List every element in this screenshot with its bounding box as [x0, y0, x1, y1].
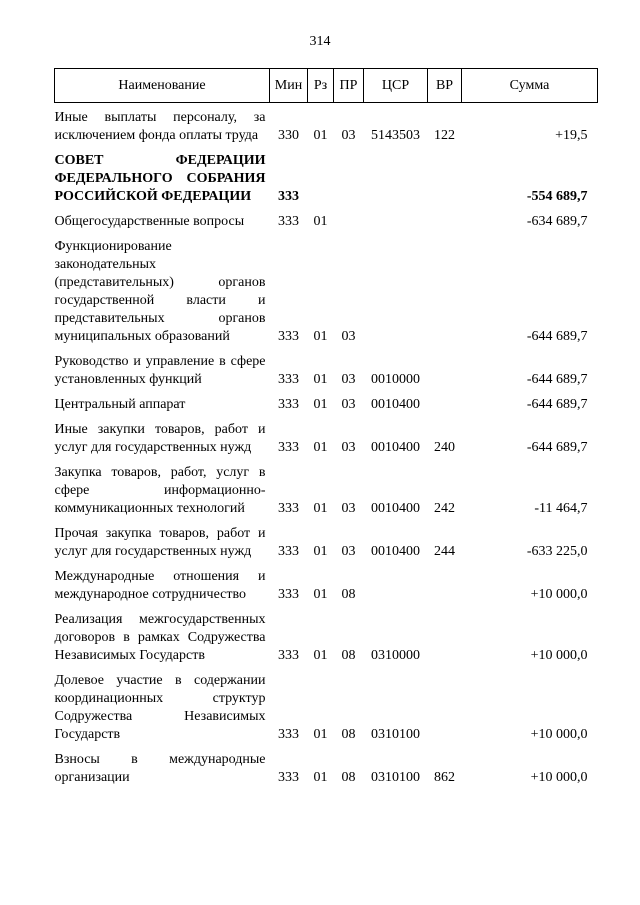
- cell-name: Функционирование законодательных (представительных) органов государственной власти и представительных органов муниципальных образований: [54, 239, 266, 344]
- cell-min: 333: [278, 440, 299, 455]
- cell-rz: 01: [313, 397, 328, 412]
- cell-sum: +10 000,0: [530, 770, 588, 785]
- cell-pr: [334, 145, 364, 206]
- page-number: 314: [309, 34, 331, 49]
- header-csr: ЦСР: [364, 69, 428, 103]
- cell-csr: [364, 145, 428, 206]
- cell-pr: 03: [341, 440, 356, 455]
- cell-name: Долевое участие в содержании координационных структур Содружества Независимых Государств: [54, 673, 266, 742]
- cell-pr: 03: [341, 372, 356, 387]
- cell-name: Реализация межгосударственных договоров в рамках Содружества Независимых Государств: [54, 612, 266, 663]
- cell-sum: -634 689,7: [526, 214, 588, 229]
- cell-vr: [428, 145, 462, 206]
- cell-rz: 01: [313, 770, 328, 785]
- cell-pr: 08: [341, 727, 356, 742]
- cell-rz: 01: [313, 440, 328, 455]
- cell-sum: -554 689,7: [526, 189, 588, 204]
- cell-vr: [428, 389, 462, 414]
- cell-pr: 08: [341, 587, 356, 602]
- cell-name: Общегосударственные вопросы: [54, 214, 245, 229]
- table-row: [55, 744, 598, 787]
- cell-rz: 01: [313, 372, 328, 387]
- cell-csr: 5143503: [371, 128, 420, 143]
- cell-sum: +10 000,0: [530, 587, 588, 602]
- cell-sum: -644 689,7: [526, 397, 588, 412]
- table-row: [55, 414, 598, 457]
- header-pr: ПР: [334, 69, 364, 103]
- cell-min: 333: [278, 648, 299, 663]
- cell-pr: 08: [341, 770, 356, 785]
- cell-pr: 03: [341, 128, 356, 143]
- cell-rz: 01: [313, 727, 328, 742]
- cell-name: Международные отношения и международное сотрудничество: [54, 569, 266, 602]
- cell-name: Закупка товаров, работ, услуг в сфере информационно-коммуникационных технологий: [54, 465, 266, 516]
- cell-pr: 03: [341, 501, 356, 516]
- cell-rz: 01: [313, 501, 328, 516]
- cell-min: 333: [278, 397, 299, 412]
- cell-csr: [364, 561, 428, 604]
- cell-rz: 01: [313, 214, 328, 229]
- cell-name: Центральный аппарат: [54, 397, 186, 412]
- table-row: [55, 604, 598, 665]
- cell-csr: 0310100: [371, 770, 420, 785]
- cell-min: 333: [278, 587, 299, 602]
- cell-vr: [428, 231, 462, 346]
- cell-name: СОВЕТ ФЕДЕРАЦИИ ФЕДЕРАЛЬНОГО СОБРАНИЯ РОССИЙСКОЙ ФЕДЕРАЦИИ: [54, 153, 266, 204]
- cell-csr: 0010400: [371, 397, 420, 412]
- budget-table: [54, 68, 598, 787]
- cell-rz: 01: [313, 329, 328, 344]
- cell-min: 333: [278, 214, 299, 229]
- cell-min: 333: [278, 727, 299, 742]
- cell-sum: -644 689,7: [526, 329, 588, 344]
- cell-min: 333: [278, 770, 299, 785]
- table-row: [55, 457, 598, 518]
- cell-rz: 01: [313, 648, 328, 663]
- header-name: Наименование: [55, 69, 270, 103]
- cell-vr: [428, 604, 462, 665]
- cell-name: Руководство и управление в сфере установленных функций: [54, 354, 266, 387]
- table-row: [55, 389, 598, 414]
- table-body: [55, 103, 598, 788]
- cell-vr: [428, 346, 462, 389]
- table-row: [55, 665, 598, 744]
- cell-csr: 0010400: [371, 440, 420, 455]
- cell-vr: [428, 206, 462, 231]
- cell-rz: 01: [313, 544, 328, 559]
- cell-csr: 0310000: [371, 648, 420, 663]
- cell-name: Прочая закупка товаров, работ и услуг для государственных нужд: [54, 526, 266, 559]
- cell-name: Иные закупки товаров, работ и услуг для государственных нужд: [54, 422, 266, 455]
- cell-sum: +10 000,0: [530, 648, 588, 663]
- cell-sum: +19,5: [555, 128, 588, 143]
- cell-pr: 03: [341, 329, 356, 344]
- cell-vr: 242: [434, 501, 455, 516]
- cell-sum: -633 225,0: [526, 544, 588, 559]
- cell-min: 333: [278, 544, 299, 559]
- cell-vr: [428, 561, 462, 604]
- cell-pr: 03: [341, 544, 356, 559]
- table-row: [55, 103, 598, 146]
- cell-min: 333: [278, 501, 299, 516]
- cell-rz: 01: [313, 587, 328, 602]
- cell-csr: 0010000: [371, 372, 420, 387]
- cell-sum: -11 464,7: [534, 501, 588, 516]
- cell-min: 333: [278, 372, 299, 387]
- cell-csr: [364, 231, 428, 346]
- cell-pr: [334, 206, 364, 231]
- cell-csr: 0010400: [371, 544, 420, 559]
- cell-vr: 244: [434, 544, 455, 559]
- cell-csr: [364, 206, 428, 231]
- table-row: [55, 206, 598, 231]
- cell-sum: +10 000,0: [530, 727, 588, 742]
- cell-pr: 03: [341, 397, 356, 412]
- table-row: [55, 231, 598, 346]
- cell-csr: 0310100: [371, 727, 420, 742]
- cell-vr: 862: [434, 770, 455, 785]
- cell-vr: 240: [434, 440, 455, 455]
- cell-sum: -644 689,7: [526, 440, 588, 455]
- cell-vr: [428, 665, 462, 744]
- header-rz: Рз: [308, 69, 334, 103]
- cell-vr: 122: [434, 128, 455, 143]
- cell-min: 330: [278, 128, 299, 143]
- table-row: [55, 518, 598, 561]
- header-sum: Сумма: [462, 69, 598, 103]
- cell-sum: -644 689,7: [526, 372, 588, 387]
- table-header: [55, 69, 598, 103]
- cell-rz: 01: [313, 128, 328, 143]
- cell-name: Взносы в международные организации: [54, 752, 266, 785]
- table-row: [55, 561, 598, 604]
- cell-min: 333: [278, 329, 299, 344]
- header-min: Мин: [270, 69, 308, 103]
- table-row: [55, 145, 598, 206]
- table-row: [55, 346, 598, 389]
- cell-min: 333: [278, 189, 299, 204]
- header-vr: ВР: [428, 69, 462, 103]
- cell-pr: 08: [341, 648, 356, 663]
- cell-rz: [308, 145, 334, 206]
- cell-name: Иные выплаты персоналу, за исключением фонда оплаты труда: [54, 110, 266, 143]
- cell-csr: 0010400: [371, 501, 420, 516]
